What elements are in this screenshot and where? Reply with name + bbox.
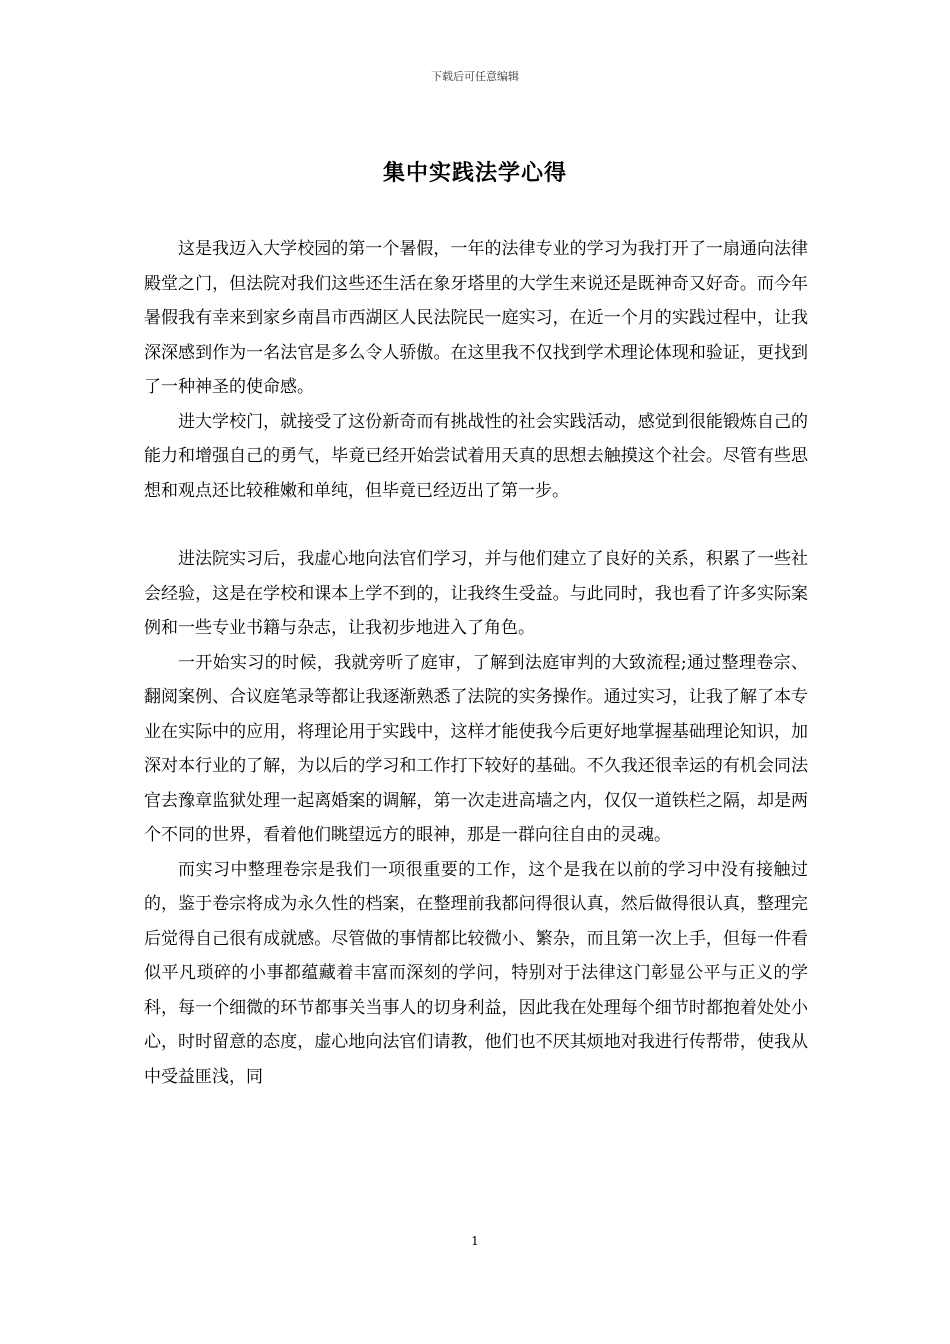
paragraph-2: 进大学校门，就接受了这份新奇而有挑战性的社会实践活动，感觉到很能锻炼自己的能力和增强自己的勇气，毕竟已经开始尝试着用天真的思想去触摸这个社会。尽管有些思想和观点还比较稚嫩和单纯，但毕竟已经迈出了第一步。 [144, 411, 808, 501]
document-body [144, 232, 808, 1094]
document-title: 集中实践法学心得 [382, 160, 567, 186]
header-note: 下载后可任意编辑 [431, 70, 519, 83]
page-number: 1 [471, 1234, 479, 1248]
paragraph-1: 这是我迈入大学校园的第一个暑假，一年的法律专业的学习为我打开了一扇通向法律殿堂之门，但法院对我们这些还生活在象牙塔里的大学生来说还是既神奇又好奇。而今年暑假我有幸来到家乡南昌市西湖区人民法院民一庭实习，在近一个月的实践过程中，让我深深感到作为一名法官是多么令人骄傲。在这里我不仅找到学术理论体现和验证，更找到了一种神圣的使命感。 [144, 239, 808, 397]
paragraph-4: 一开始实习的时候，我就旁听了庭审，了解到法庭审判的大致流程;通过整理卷宗、翻阅案例、合议庭笔录等都让我逐渐熟悉了法院的实务操作。通过实习，让我了解了本专业在实际中的应用，将理论用于实践中，这样才能使我今后更好地掌握基础理论知识，加深对本行业的了解，为以后的学习和工作打下较好的基础。不久我还很幸运的有机会同法官去豫章监狱处理一起离婚案的调解，第一次走进高墙之内，仅仅一道铁栏之隔，却是两个不同的世界，看着他们眺望远方的眼神，那是一群向往自由的灵魂。 [144, 652, 808, 845]
paragraph-5: 而实习中整理卷宗是我们一项很重要的工作，这个是我在以前的学习中没有接触过的，鉴于卷宗将成为永久性的档案，在整理前我都问得很认真，然后做得很认真，整理完后觉得自己很有成就感。尽管做的事情都比较微小、繁杂，而且第一次上手，但每一件看似平凡琐碎的小事都蕴藏着丰富而深刻的学问，特别对于法律这门彰显公平与正义的学科，每一个细微的环节都事关当事人的切身利益，因此我在处理每个细节时都抱着处处小心，时时留意的态度，虚心地向法官们请教，他们也不厌其烦地对我进行传帮带，使我从中受益匪浅，同 [144, 859, 808, 1087]
paragraph-3: 进法院实习后，我虚心地向法官们学习，并与他们建立了良好的关系，积累了一些社会经验，这是在学校和课本上学不到的，让我终生受益。与此同时，我也看了许多实际案例和一些专业书籍与杂志，让我初步地进入了角色。 [144, 549, 808, 638]
